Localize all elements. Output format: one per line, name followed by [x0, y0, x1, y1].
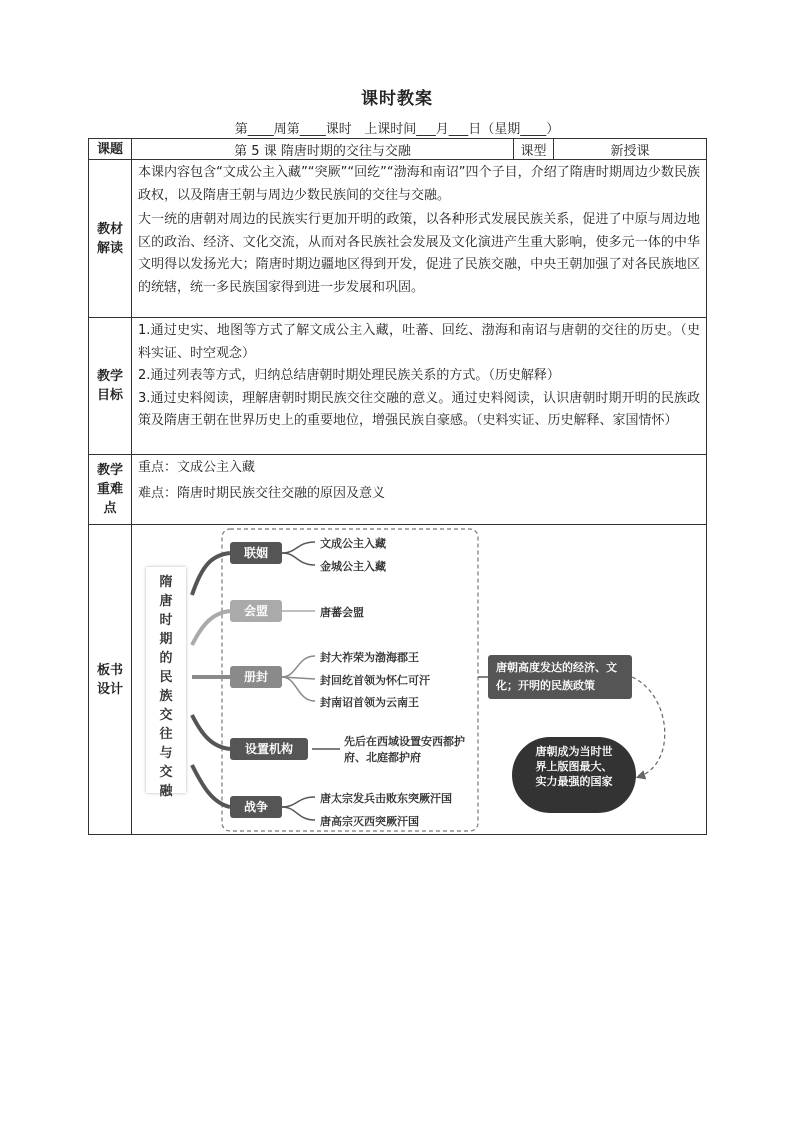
result-oval: 唐朝成为当时世界上版图最大、实力最强的国家: [512, 737, 636, 813]
mind-map: [132, 525, 706, 834]
branch-war: 战争: [230, 796, 282, 818]
topic-label: 课题: [89, 139, 132, 160]
keypoints-label: 教学重难点: [89, 455, 132, 525]
leaf-item: 金城公主入藏: [320, 560, 386, 573]
goals-label: 教学目标: [89, 318, 132, 455]
material-paragraph: 大一统的唐朝对周边的民族实行更加开明的政策，以各种形式发展民族关系，促进了中原与周边地区的政治、经济、文化交流，从而对各民族社会发展及文化演进产生重大影响，使多元一体的中华文明得以发扬光大；隋唐时期边疆地区得到开发，促进了民族交融，中央王朝加强了对各民族地区的统辖，统一多民族国家得到进一步发展和巩固。: [138, 212, 700, 295]
leaf-item: 唐高宗灭西突厥汗国: [320, 815, 419, 828]
schedule-line: 第____周第____课时 上课时间___月___日（星期____）: [234, 122, 560, 137]
leaf-item: 先后在西域设置安西都护府、北庭都护府: [344, 735, 465, 764]
branch-institutions: 设置机构: [230, 738, 308, 760]
leaf-connector: [282, 656, 315, 677]
branch-curve: [192, 553, 230, 595]
leaf-connector: [282, 677, 315, 701]
leaf-item: 封大祚荣为渤海郡王: [320, 651, 419, 664]
result-arrow: [632, 677, 665, 777]
leaf-item: 唐太宗发兵击败东突厥汗国: [320, 792, 452, 805]
keypoint-item: 重点：文成公主入藏: [138, 460, 256, 475]
branch-marriage: 联姻: [230, 542, 282, 564]
board-design: [132, 525, 707, 835]
goal-item: 2.通过列表等方式，归纳总结唐朝时期处理民族关系的方式。（历史解释）: [138, 368, 560, 383]
branch-curve: [192, 611, 230, 645]
leaf-connector: [282, 807, 315, 820]
branch-conferral: 册封: [230, 666, 282, 688]
lesson-plan-table: [88, 138, 707, 835]
goal-item: 3.通过史料阅读，理解唐朝时期民族交往交融的意义。通过史料阅读，认识唐朝时期开明的民族政策及隋唐王朝在世界历史上的重要地位，增强民族自豪感。（史料实证、历史解释、家国情怀）: [138, 390, 700, 428]
leaf-connector: [282, 542, 315, 553]
leaf-connector: [282, 553, 315, 565]
leaf-item: 文成公主入藏: [320, 537, 386, 550]
topic-value: 第 5 课 隋唐时期的交往与交融: [132, 139, 514, 160]
leaf-item: 封回纥首领为怀仁可汗: [320, 674, 430, 687]
branch-alliance: 会盟: [230, 600, 282, 622]
branch-curve: [192, 715, 230, 749]
leaf-item: 唐蕃会盟: [320, 606, 364, 619]
cause-box: 唐朝高度发达的经济、文化；开明的民族政策: [488, 655, 632, 699]
goal-item: 1.通过史实、地图等方式了解文成公主入藏，吐蕃、回纥、渤海和南诏与唐朝的交往的历史。（史料实证、时空观念）: [138, 323, 700, 361]
leaf-connector: [282, 797, 315, 807]
type-value: 新授课: [554, 139, 707, 160]
keypoints-row: [89, 455, 707, 525]
goals-row: [89, 318, 707, 455]
material-paragraph: 本课内容包含“文成公主入藏”“突厥”“回纥”“渤海和南诏”四个子目，介绍了隋唐时期周边少数民族政权，以及隋唐王朝与周边少数民族间的交往与交融。: [138, 165, 700, 203]
keypoint-item: 难点：隋唐时期民族交往交融的原因及意义: [138, 485, 386, 501]
material-content: [132, 160, 707, 318]
page-title: 课时教案: [361, 89, 433, 109]
goals-content: [132, 318, 707, 455]
material-row: [89, 160, 707, 318]
board-label: 板书设计: [89, 525, 132, 835]
branch-curve: [192, 765, 230, 807]
board-vertical-title: 隋 唐 时 期 的 民 族 交 往 与 交 融: [146, 567, 186, 793]
board-row: [89, 525, 707, 835]
type-label: 课型: [514, 139, 554, 160]
leaf-item: 封南诏首领为云南王: [320, 696, 419, 709]
material-label: 教材解读: [89, 160, 132, 318]
keypoints-content: [132, 455, 707, 525]
topic-row: [89, 139, 707, 160]
